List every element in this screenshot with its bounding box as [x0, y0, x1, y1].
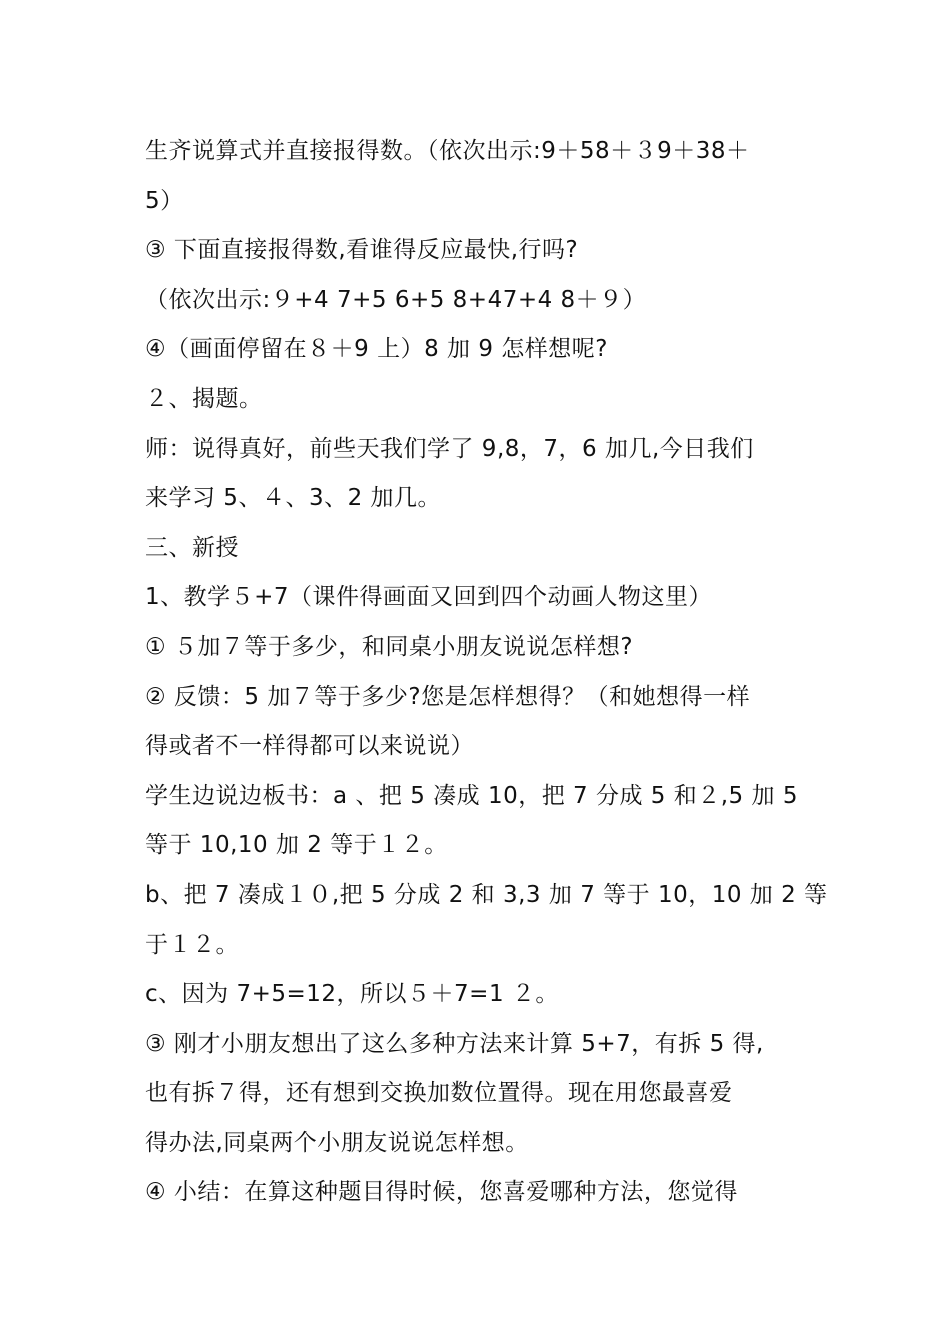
section-heading: 三、新授: [145, 534, 239, 561]
text-line: 1、教学５+7（课件得画面又回到四个动画人物这里）: [145, 584, 713, 611]
text-line: 也有拆７得，还有想到交换加数位置得。现在用您最喜爱: [145, 1080, 733, 1107]
text-line: ③ 刚才小朋友想出了这么多种方法来计算 5+7，有拆 5 得,: [145, 1030, 764, 1057]
text-line: ① ５加７等于多少，和同桌小朋友说说怎样想?: [145, 633, 634, 660]
text-line: 得办法,同桌两个小朋友说说怎样想。: [145, 1129, 529, 1156]
text-line: （依次出示:９+4 7+5 6+5 8+47+4 8＋９）: [145, 286, 647, 313]
text-line: ③ 下面直接报得数,看谁得反应最快,行吗?: [145, 237, 579, 264]
text-line: 5）: [145, 187, 184, 214]
text-line: 来学习 5、４、3、2 加几。: [145, 485, 442, 512]
text-line: 生齐说算式并直接报得数。（依次出示:9＋58＋３9＋38＋: [145, 138, 750, 164]
document-body: [145, 127, 828, 1218]
text-line: ④ 小结：在算这种题目得时候，您喜爱哪种方法，您觉得: [145, 1179, 738, 1206]
text-line: b、把 7 凑成１０,把 5 分成 2 和 3,3 加 7 等于 10，10 加 2 等: [145, 881, 828, 908]
section-heading: ２、揭题。: [145, 385, 263, 412]
text-line: c、因为 7+5=12，所以５＋7=1 ２。: [145, 981, 559, 1008]
text-line: 学生边说边板书：a 、把 5 凑成 10，把 7 分成 5 和２,5 加 5: [145, 782, 798, 809]
text-line: ④（画面停留在８＋9 上）8 加 9 怎样想呢?: [145, 336, 608, 363]
text-line: 得或者不一样得都可以来说说）: [145, 733, 474, 760]
text-line: 师：说得真好，前些天我们学了 9,8，7，6 加几,今日我们: [145, 435, 754, 462]
text-line: 等于 10,10 加 2 等于１２。: [145, 832, 448, 859]
text-line: ② 反馈：5 加７等于多少?您是怎样想得？（和她想得一样: [145, 683, 751, 710]
text-line: 于１２。: [145, 931, 239, 958]
